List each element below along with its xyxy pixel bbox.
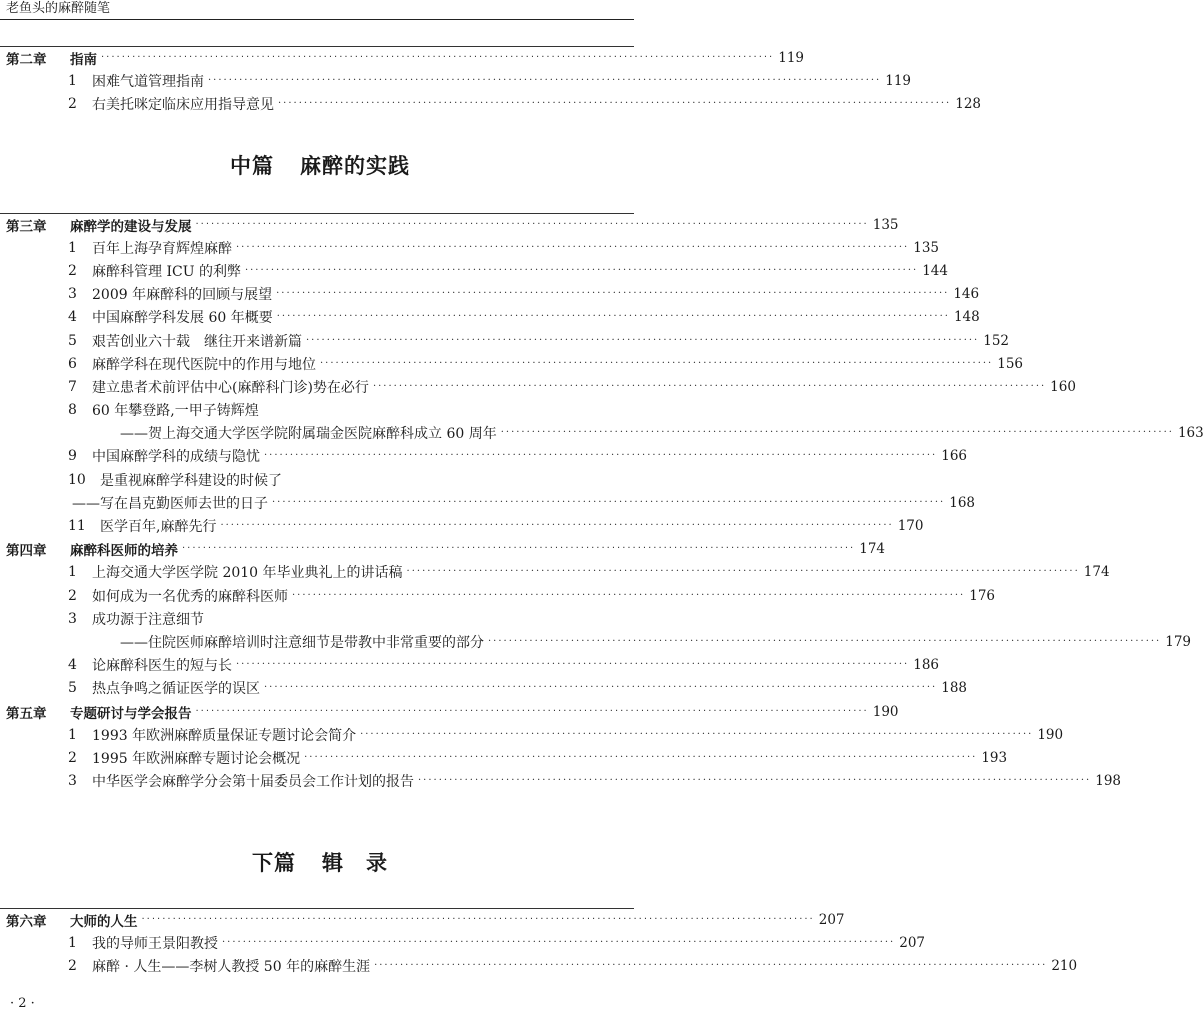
leader-dots: ·································································································································· [406,566,1080,578]
running-head: 老鱼头的麻醉随笔 [6,1,111,16]
entry-line [92,284,980,304]
page-ref: 144 [922,262,948,279]
entry-title: 1993 年欧洲麻醉质量保证专题讨论会简介 [92,727,357,744]
entry-line [92,609,634,629]
entry-title: 上海交通大学医学院 2010 年毕业典礼上的讲话稿 [92,565,403,582]
entry-line [92,331,1010,351]
chapter-title: 麻醉科医师的培养 [70,543,178,560]
leader-dots: ·································································································································· [272,496,946,508]
toc-entry-row [0,259,948,282]
entry-title: 热点争鸣之循证医学的误区 [92,681,260,698]
entry-title: 成功源于注意细节 [92,611,204,628]
entry-line [92,400,634,420]
page-ref: 166 [941,448,968,465]
entry-number: 3 [68,610,77,627]
toc-entry-row [0,723,1064,746]
toc-entry-row [0,746,1008,769]
leader-dots: ·································································································································· [236,659,910,671]
entry-number: 1 [68,564,77,581]
leader-dots: ·································································································································· [220,520,894,532]
entry-number: 2 [68,749,77,766]
entry-line [92,377,1076,397]
toc-entry-row [0,607,640,630]
chapter-number: 第五章 [6,705,47,722]
toc-entry-row [0,92,982,115]
leader-dots: ·································································································································· [360,728,1034,740]
entry-line [92,354,1024,374]
page-ref: 135 [913,239,940,256]
header-rule [0,19,634,20]
page-ref: 190 [1037,726,1064,743]
entry-title: 1995 年欧洲麻醉专题讨论会概况 [92,750,301,767]
entry-line [92,933,926,953]
page-ref: 207 [899,934,926,951]
leader-dots: ·································································································································· [320,357,994,369]
entry-number: 7 [68,378,77,395]
entry-line [70,702,899,722]
toc-section-1 [0,46,982,116]
leader-dots: ·································································································································· [222,936,896,948]
entry-line [92,446,968,466]
entry-title: 建立患者术前评估中心(麻醉科门诊)势在必行 [92,379,369,396]
toc-entry-row [0,69,912,92]
entry-line [100,470,634,490]
entry-number: 1 [68,726,77,743]
entry-number: 11 [68,518,86,535]
leader-dots: ·································································································································· [372,380,1047,392]
entry-line [92,562,1110,582]
part-title-middle [0,150,640,180]
entry-title: 中华医学会麻醉学分会第十届委员会工作计划的报告 [92,774,414,791]
entry-line [72,493,976,513]
page-ref: 210 [1051,957,1078,974]
entry-title: 如何成为一名优秀的麻醉科医师 [92,588,288,605]
toc-entry-row [0,677,968,700]
leader-dots: ·································································································································· [276,288,950,300]
page-ref: 174 [1083,564,1110,581]
entry-number: 4 [68,657,77,674]
leader-dots: ·································································································································· [292,589,966,601]
page-ref: 152 [983,332,1010,349]
leader-dots: ·································································································································· [208,74,882,86]
toc-entry-row [0,514,924,537]
entry-number: 2 [68,95,77,112]
leader-dots: ·································································································································· [141,913,815,925]
entry-line [70,539,886,560]
entry-title: 2009 年麻醉科的回顾与展望 [92,287,273,304]
page-number: · 2 · [10,996,35,1011]
leader-dots: ·································································································································· [304,751,978,763]
toc-entry-row [0,375,1076,398]
entry-title: ——贺上海交通大学医学院附属瑞金医院麻醉科成立 60 周年 [120,426,497,443]
entry-line [120,423,1204,443]
entry-title: 麻醉科管理 ICU 的利弊 [92,263,241,280]
part-label: 下篇 [252,851,296,875]
toc-section-3 [0,908,1078,978]
entry-line [92,94,982,114]
entry-title: 中国麻醉学科的成绩与隐忧 [92,449,260,466]
entry-title: 百年上海孕育辉煌麻醉 [92,240,232,257]
toc-entry-row [0,770,1122,793]
entry-line [92,71,912,91]
toc-entry-row [0,954,1078,977]
entry-title: ——住院医师麻醉培训时注意细节是带教中非常重要的部分 [120,634,484,651]
part-name: 辑 录 [322,851,388,875]
leader-dots: ·································································································································· [500,427,1174,439]
entry-line [92,956,1078,976]
toc-entry-row [0,931,926,954]
toc-chapter-row [0,908,845,931]
leader-dots: ·································································································································· [264,682,938,694]
entry-line [92,238,940,258]
entry-title: 是重视麻醉学科建设的时候了 [100,472,282,489]
page-ref: 188 [941,680,968,697]
entry-line [70,215,899,235]
entry-title: 困难气道管理指南 [92,73,204,90]
entry-number: 3 [68,286,77,303]
page-ref: 128 [955,95,982,112]
entry-line [92,261,948,281]
leader-dots: ·································································································································· [418,775,1092,787]
toc-entry-row [0,422,1204,445]
leader-dots: ·································································································································· [276,311,950,323]
toc-section-2 [0,213,1204,793]
entry-line [92,748,1008,768]
entry-number: 5 [68,332,77,349]
toc-entry-row [0,561,1110,584]
page-ref: 160 [1050,378,1076,395]
entry-number: 1 [68,934,77,951]
chapter-title: 大师的人生 [70,913,138,930]
toc-entry-row [0,468,640,491]
entry-number: 1 [68,239,77,256]
page-ref: 156 [997,355,1024,372]
entry-number: 5 [68,680,77,697]
page-ref: 119 [778,49,805,66]
chapter-title: 指南 [70,51,97,68]
entry-line [100,516,924,536]
leader-dots: ·································································································································· [195,705,869,717]
entry-number: 1 [68,72,77,89]
entry-title: 医学百年,麻醉先行 [100,519,217,536]
page-ref: 190 [872,703,899,720]
entry-number: 2 [68,587,77,604]
entry-line [92,771,1122,791]
toc-entry-row [0,630,1192,653]
toc-entry-row [0,445,968,468]
entry-line [70,48,805,68]
entry-line [120,632,1192,652]
entry-title: 右美托咪定临床应用指导意见 [92,96,274,113]
toc-entry-row [0,306,980,329]
entry-title: 麻醉 · 人生——李树人教授 50 年的麻醉生涯 [92,958,371,975]
page-ref: 186 [913,657,940,674]
chapter-number: 第三章 [6,218,47,235]
leader-dots: ·································································································································· [195,218,869,230]
entry-number: 3 [68,773,77,790]
entry-number: 6 [68,355,77,372]
entry-number: 8 [68,402,77,419]
entry-number: 2 [68,262,77,279]
page-ref: 168 [949,494,976,511]
part-name: 麻醉的实践 [300,154,410,178]
part-label: 中篇 [230,154,274,178]
toc-entry-row [0,491,976,514]
toc-entry-row [0,584,996,607]
page-ref: 148 [953,309,980,326]
entry-line [92,307,980,327]
leader-dots: ·································································································································· [236,241,910,253]
entry-number: 2 [68,957,77,974]
entry-line [92,725,1064,745]
chapter-title: 麻醉学的建设与发展 [70,218,192,235]
toc-entry-row [0,283,980,306]
page-ref: 207 [818,911,845,928]
page-ref: 119 [885,72,912,89]
leader-dots: ·································································································································· [182,543,856,555]
page-ref: 174 [859,541,886,558]
toc-chapter-row [0,213,899,236]
toc-entry-row [0,399,640,422]
leader-dots: ·································································································································· [374,959,1048,971]
leader-dots: ·································································································································· [278,97,952,109]
entry-title: 论麻醉科医生的短与长 [92,658,232,675]
page-ref: 163 [1177,425,1204,442]
toc-entry-row [0,329,1010,352]
entry-title: 艰苦创业六十载 继往开来谱新篇 [92,333,302,350]
page-ref: 198 [1095,773,1122,790]
toc-entry-row [0,654,940,677]
leader-dots: ·································································································································· [264,450,938,462]
entry-number: 4 [68,309,77,326]
chapter-title: 专题研讨与学会报告 [70,705,192,722]
toc-entry-row [0,352,1024,375]
entry-number: 10 [68,471,86,488]
entry-line [92,586,996,606]
page-ref: 146 [953,286,980,303]
entry-number: 9 [68,448,77,465]
chapter-number: 第四章 [6,543,47,560]
toc-entry-row [0,236,940,259]
entry-title: 中国麻醉学科发展 60 年概要 [92,310,273,327]
leader-dots: ·································································································································· [101,51,775,63]
entry-title: ——写在昌克勤医师去世的日子 [72,495,268,512]
page-ref: 179 [1165,633,1192,650]
entry-line [70,910,845,930]
toc-chapter-row [0,46,805,69]
entry-title: 60 年攀登路,一甲子铸辉煌 [92,403,259,420]
leader-dots: ·································································································································· [488,635,1162,647]
entry-title: 我的导师王景阳教授 [92,935,218,952]
entry-line [92,678,968,698]
chapter-number: 第二章 [6,51,47,68]
toc-chapter-row [0,538,886,561]
toc-chapter-row [0,700,899,723]
part-title-lower [0,847,640,877]
chapter-number: 第六章 [6,913,47,930]
page-ref: 193 [981,749,1008,766]
leader-dots: ·································································································································· [244,264,919,276]
leader-dots: ·································································································································· [306,334,980,346]
page-ref: 176 [969,587,996,604]
entry-title: 麻醉学科在现代医院中的作用与地位 [92,356,316,373]
page-ref: 170 [897,518,924,535]
entry-line [92,655,940,675]
page-ref: 135 [872,216,899,233]
